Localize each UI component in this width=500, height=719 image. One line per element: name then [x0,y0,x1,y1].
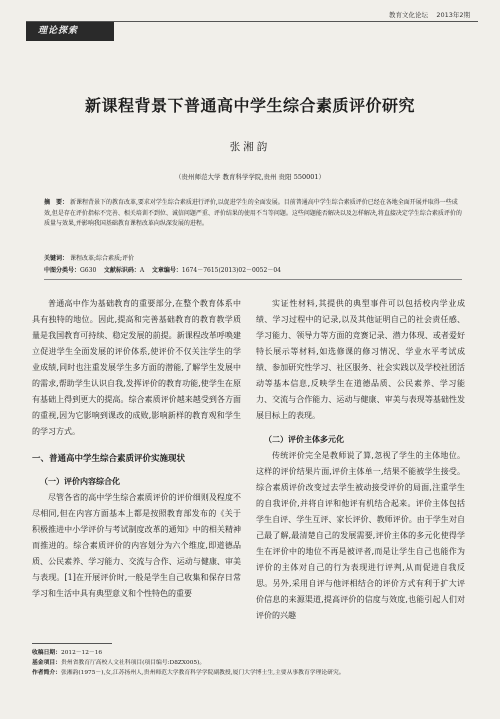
body-paragraph: 传统评价完全是教师说了算,忽视了学生的主体地位。这样的评价结果片面,评价主体单一,结果不能被学生接受。综合素质评价改变过去学生被动接受评价的局面,注重学生的自我评价,并将自评和他评有机结合起来。评价主体包括学生自评、学生互评、家长评价、教师评价。由于学生对自己最了解,最清楚自己的发展需要,评价主体的多元化使得学生在评价中的地位不再是被评者,而是让学生自己也能作为评价的主体对自己的行为表现进行评判,从而促进自我反思。另外,采用自评与他评相结合的评价方式有利于扩大评价信息的来源渠道,提高评价的信度与效度,也能引起人们对评价的兴趣 [256,451,465,620]
keywords-label: 关键词： [44,255,69,262]
meta-divider [44,279,462,280]
subsection-heading-1: （一）评价内容综合化 [40,477,120,486]
received-date: 2012－12－16 [61,650,103,656]
doc-code-label: 文献标识码： [103,267,140,274]
fund-text: 贵州省教育厅高校人文社科项目(项目编号:D8ZX005)。 [61,660,206,666]
subsection-heading-2: （二）评价主体多元化 [264,435,344,444]
intro-paragraph: 普通高中作为基础教育的重要部分,在整个教育体系中具有独特的地位。因此,提高和完善基础教育的教育教学质量是我国教育可持续、稳定发展的前提。新课程改革呼唤建立促进学生全面发展的评价体系,使评价不仅关注学生的学业成绩,同时也注重发展学生多方面的潜能,了解学生发展中的需求,帮助学生认识自我,发挥评价的教育功能,使学生在原有基础上得到更大的提高。综合素质评价越来越受到各方面的重视,因为它影响到课改的成败,影响新样的教育观和学生的学习方式。 [32,299,241,436]
fund-line [32,658,470,668]
author-affiliation: （贵州师范大学 教育科学学院,贵州 贵阳 550001） [174,173,326,181]
journal-header [389,10,470,19]
class-value: G630 [80,267,97,274]
section-tab: 理论探索 [26,22,114,41]
section-heading-1: 一、普通高中学生综合素质评价实施现状 [32,454,186,464]
author-bio-line [32,668,470,678]
author-bio: 张湘韵(1975－),女,江苏扬州人,贵州师范大学教育科学学院副教授,厦门大学博士生,主要从事教育学理论研究。 [61,670,345,676]
article-title: 新课程背景下普通高中学生综合素质评价研究 [84,96,415,115]
footnotes [32,648,470,678]
article-number-value: 1674－7615(2013)02－0052－04 [181,267,281,274]
author-bio-label: 作者简介： [32,670,61,676]
article-author: 张湘韵 [229,141,271,153]
left-column [32,296,241,602]
fund-label: 基金项目： [32,660,61,666]
received-label: 收稿日期： [32,650,61,656]
right-column [256,296,465,624]
keywords-block [44,253,462,262]
abstract-text: 新课程背景下的教育改革,要求对学生综合素质进行评价,以促进学生的全面发展。目前普通高中学生综合素质评价已经在各地全面开展并取得一些成效,但是存在评价指标不完善、相关培训不到位、诚信问题严重、评价结果的使用不当等问题。这些问题能否解决以及怎样解决,将直接决定学生综合素质评价的质量与效果,并影响我国基础教育课程改革向纵深发展的进程。 [44,199,462,227]
article-number-label: 文章编号： [151,267,182,274]
abstract-block [44,198,462,230]
doc-code-value: A [139,267,145,274]
classification-line [44,265,462,274]
body-paragraph-continued: 实证性材料,其提供的典型事件可以包括校内学业成绩、学习过程中的记录,以及其他证明自己的社会责任感、学习能力、领导力等方面的竞赛记录、潜力体现、或者爱好特长展示等材料,如选修课的修习情况、学业水平考试成绩、参加研究性学习、社区服务、社会实践以及学校社团活动等基本信息,反映学生在道德品质、公民素养、学习能力、交流与合作能力、运动与健康、审美与表现等基础性发展目标上的表现。 [256,299,465,420]
footnote-divider [32,643,112,644]
class-label: 中图分类号： [44,267,81,274]
journal-issue: 2013年2期 [436,11,470,19]
keywords-text: 课程改革;综合素质;评价 [69,255,134,262]
received-date-line [32,648,470,658]
body-paragraph: 尽管各省的高中学生综合素质评价的评价细则及程度不尽相同,但在内容方面基本上都是按照教育部发布的《关于积极推进中小学评价与考试制度改革的通知》中的相关精神而推进的。综合素质评价的内容划分为六个维度,即道德品质、公民素养、学习能力、交流与合作、运动与健康、审美与表现。[1]在开展评价时,一般是学生自己收集和保存日常学习和生活中具有典型意义和个性特色的重要 [32,493,241,598]
abstract-label: 摘 要： [44,199,69,206]
journal-name: 教育文化论坛 [389,11,429,19]
